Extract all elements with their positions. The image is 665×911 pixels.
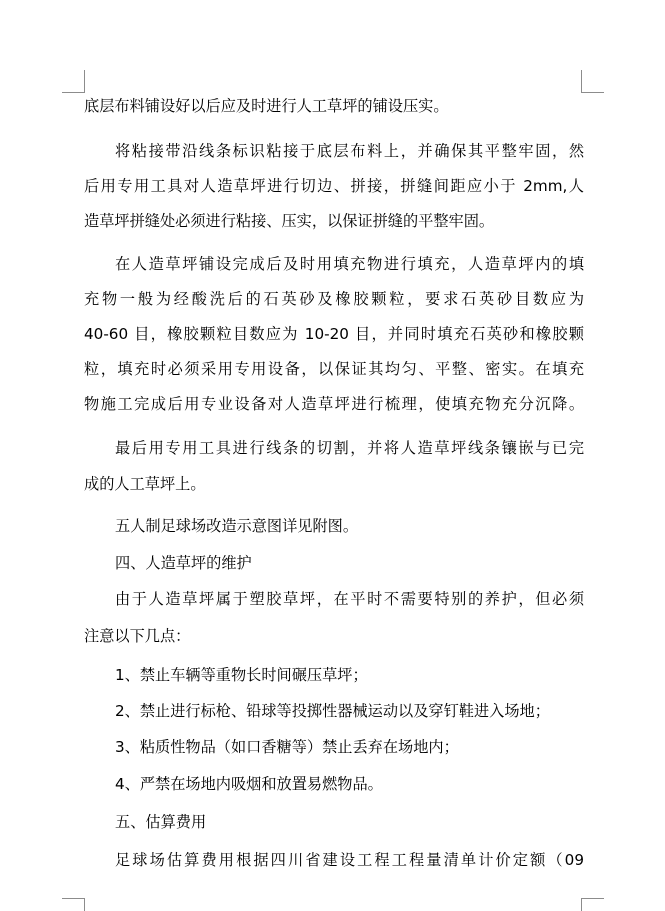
text-line: 粒，填充时必须采用专用设备，以保证其均匀、平整、密实。在填充	[84, 360, 584, 378]
text-line: 五人制足球场改造示意图详见附图。	[115, 517, 358, 535]
list-item: 2、禁止进行标枪、铅球等投掷性器械运动以及穿钉鞋进入场地；	[115, 702, 550, 720]
text-line: 足球场估算费用根据四川省建设工程工程量清单计价定额（09	[115, 851, 584, 869]
text-line: 将粘接带沿线条标识粘接于底层布料上，并确保其平整牢固，然	[115, 142, 584, 160]
list-item: 3、粘质性物品（如口香糖等）禁止丢弃在场地内；	[115, 738, 459, 756]
text-line: 充物一般为经酸洗后的石英砂及橡胶颗粒，要求石英砂目数应为	[84, 290, 584, 308]
text-line: 40-60 目，橡胶颗粒目数应为 10-20 目，并同时填充石英砂和橡胶颗	[84, 325, 584, 343]
text-line: 物施工完成后用专业设备对人造草坪进行梳理，使填充物充分沉降。	[84, 395, 584, 413]
text-line: 底层布料铺设好以后应及时进行人工草坪的铺设压实。	[84, 97, 449, 115]
text-line: 造草坪拼缝处必须进行粘接、压实，以保证拼缝的平整牢固。	[84, 212, 495, 230]
section-heading: 四、人造草坪的维护	[115, 554, 252, 572]
text-line: 成的人工草坪上。	[84, 475, 206, 493]
text-line: 在人造草坪铺设完成后及时用填充物进行填充，人造草坪内的填	[115, 255, 584, 273]
text-line: 由于人造草坪属于塑胶草坪，在平时不需要特别的养护，但必须	[115, 590, 584, 608]
text-line: 注意以下几点：	[84, 627, 191, 645]
list-item: 4、严禁在场地内吸烟和放置易燃物品。	[115, 775, 383, 793]
crop-mark-bottom-right	[581, 898, 604, 911]
text-line: 最后用专用工具进行线条的切割，并将人造草坪线条镶嵌与已完	[115, 439, 584, 457]
text-line: 后用专用工具对人造草坪进行切边、拼接，拼缝间距应小于 2mm,人	[84, 177, 584, 195]
crop-mark-top-right	[581, 70, 604, 93]
crop-mark-top-left	[62, 70, 85, 93]
section-heading: 五、估算费用	[115, 813, 207, 831]
list-item: 1、禁止车辆等重物长时间碾压草坪；	[115, 666, 368, 684]
crop-mark-bottom-left	[62, 898, 85, 911]
